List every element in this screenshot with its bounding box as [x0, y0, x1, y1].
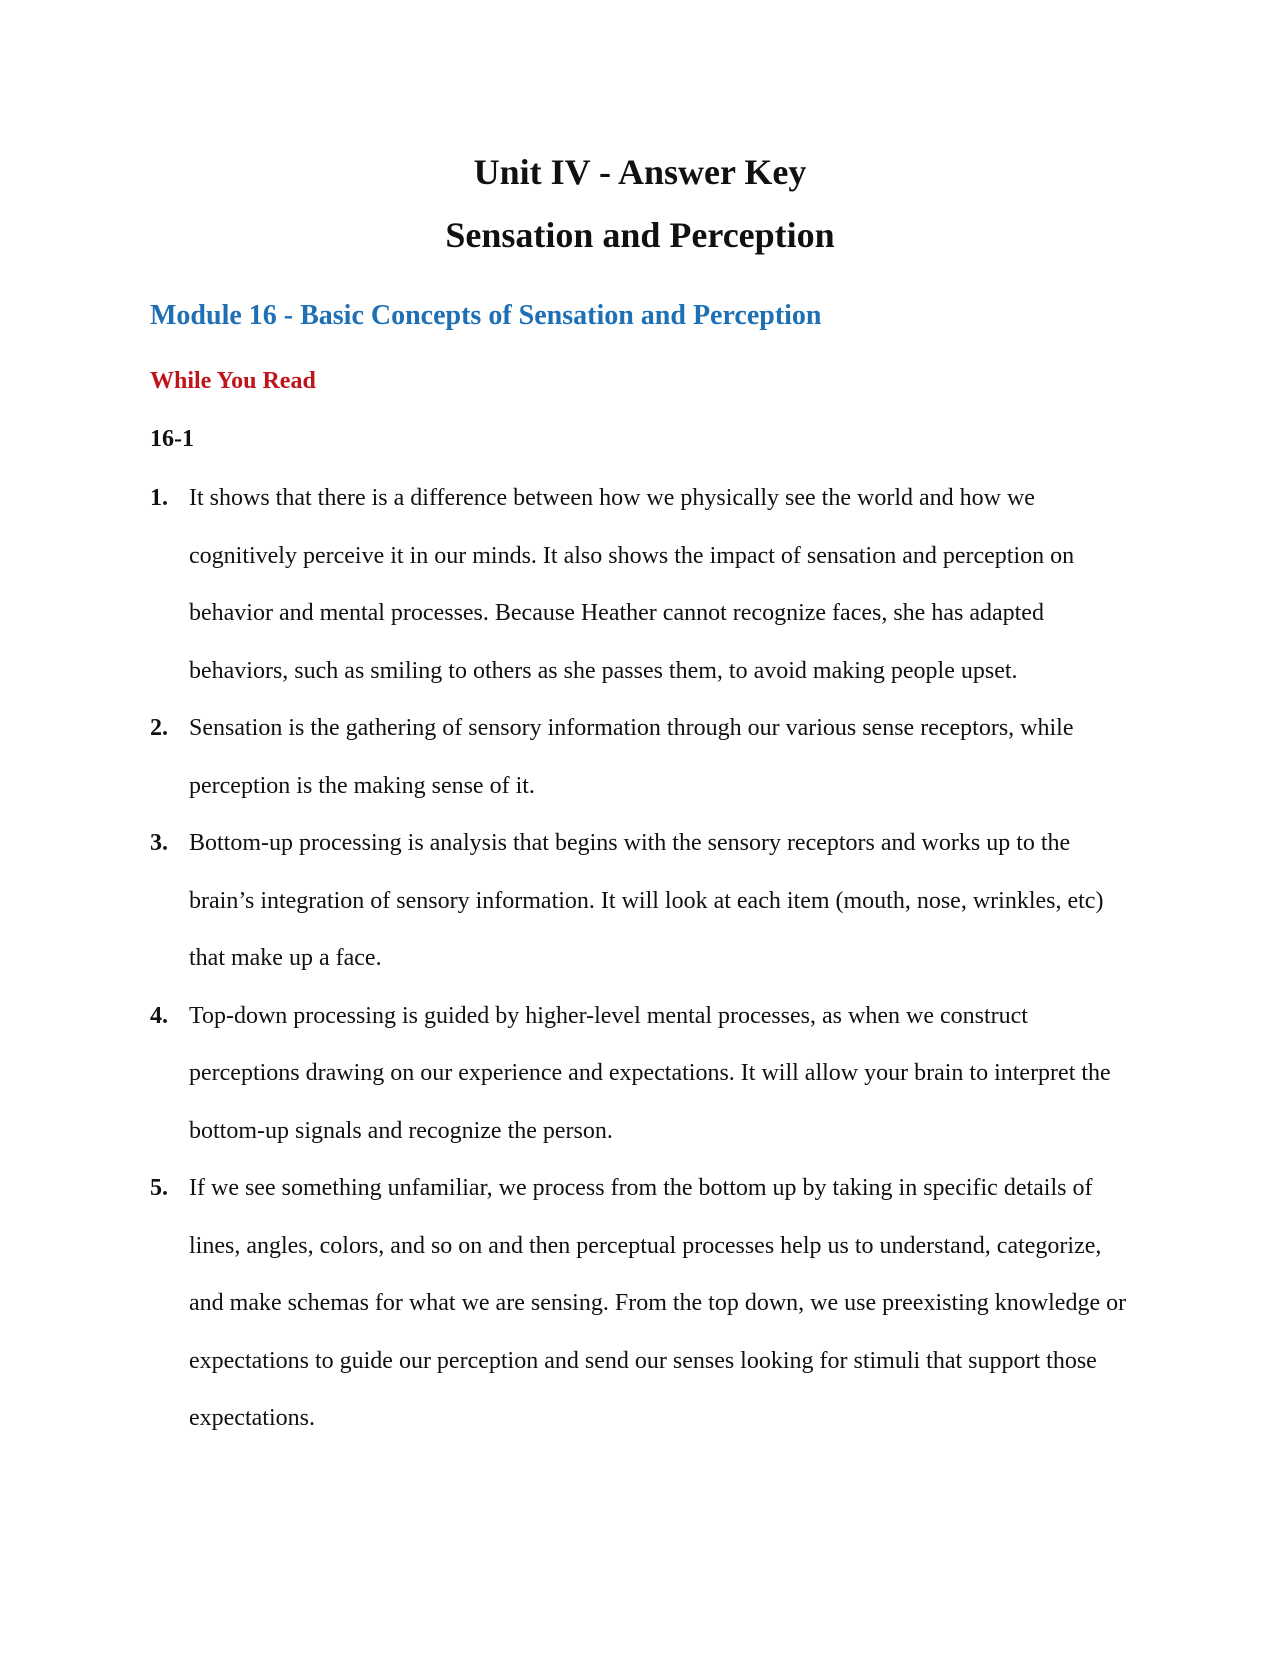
answer-item: [150, 815, 1130, 988]
module-heading: Module 16 - Basic Concepts of Sensation and Perception: [150, 300, 822, 331]
answer-item: [150, 470, 1130, 700]
answer-text: Sensation is the gathering of sensory information through our various sense receptors, while perception is the making sense of it.: [189, 715, 1074, 799]
answer-text: Top-down processing is guided by higher-level mental processes, as when we construct perceptions drawing on our experience and expectations. It will allow your brain to interpret the bottom-up signals and recognize the person.: [189, 1002, 1111, 1144]
answer-text: It shows that there is a difference between how we physically see the world and how we cognitively perceive it in our minds. It also shows the impact of sensation and perception on behavior and mental processes. Because Heather cannot recognize faces, she has adapted behaviors, such as smiling to others as she passes them, to avoid making people upset.: [189, 485, 1075, 684]
answer-text: Bottom-up processing is analysis that begins with the sensory receptors and works up to the brain’s integration of sensory information. It will look at each item (mouth, nose, wrinkles, etc) that make up a face.: [189, 830, 1104, 971]
subsection-label: 16-1: [150, 426, 194, 452]
document-subtitle: Sensation and Perception: [445, 215, 835, 255]
answer-text: If we see something unfamiliar, we process from the bottom up by taking in specific details of lines, angles, colors, and so on and then perceptual processes help us to understand, categorize, and make schemas for what we are sensing. From the top down, we use preexisting knowledge or expectations to guide our perception and send our senses looking for stimuli that support those expectations.: [189, 1175, 1127, 1431]
answer-number: 3.: [150, 830, 168, 856]
section-heading: While You Read: [150, 368, 316, 394]
answer-number: 2.: [150, 715, 168, 741]
answer-list: [150, 470, 1130, 1448]
answer-number: 5.: [150, 1175, 168, 1201]
answer-item: [150, 700, 1130, 815]
answer-item: [150, 988, 1130, 1161]
document-title: Unit IV - Answer Key: [473, 152, 807, 192]
answer-number: 1.: [150, 485, 168, 511]
answer-item: [150, 1160, 1130, 1448]
answer-number: 4.: [150, 1002, 168, 1029]
